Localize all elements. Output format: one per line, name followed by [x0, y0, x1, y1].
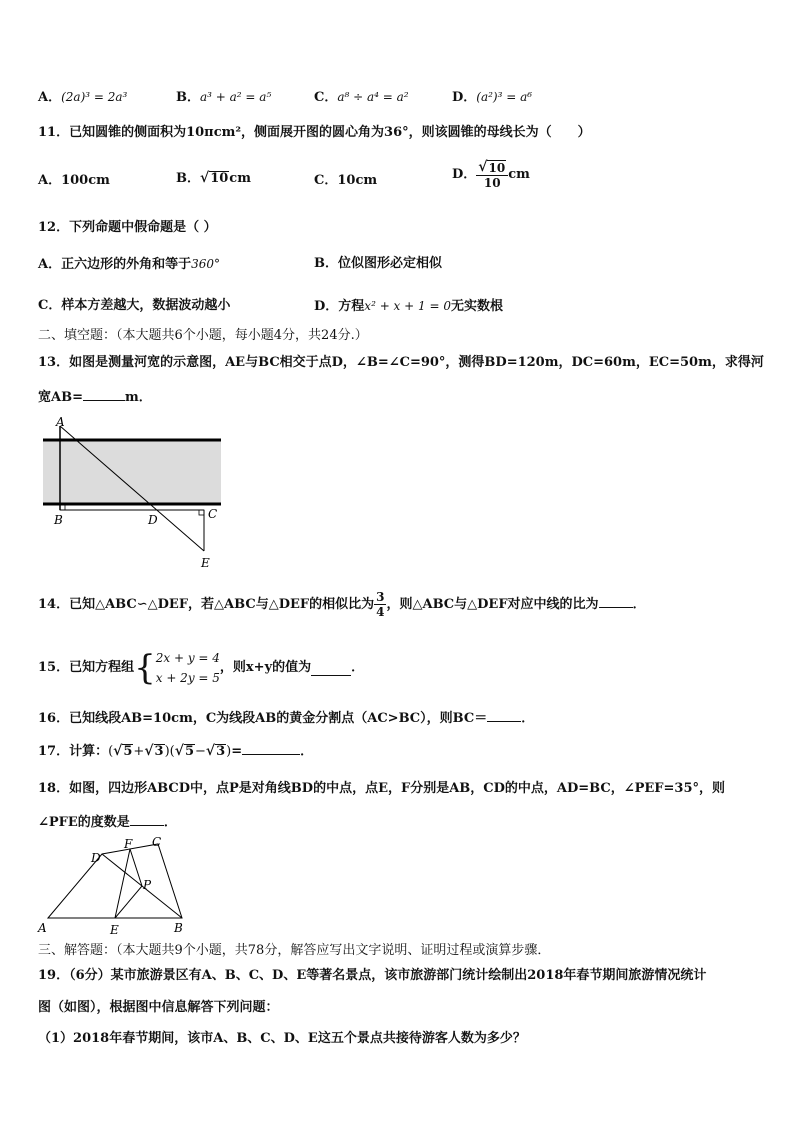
label-p: P: [143, 878, 152, 892]
q15: 15．已知方程组{ 2x + y = 4 x + 2y = 5 ，则x+y的值为 ．: [38, 648, 365, 688]
label-c: C: [152, 836, 162, 849]
q18-line1: 18．如图，四边形ABCD中，点P是对角线BD的中点，点E，F分别是AB，CD的中点，AD=BC，∠PEF=35°，则: [38, 781, 726, 796]
label-d: D: [91, 851, 101, 865]
sqrt-symbol: √ 10: [200, 170, 229, 186]
answer-blank[interactable]: [242, 740, 300, 755]
q10-option-a: A．(2a)³ = 2a³: [38, 90, 128, 105]
q12-option-a: A．正六边形的外角和等于360°: [38, 257, 221, 272]
river-area: [43, 440, 221, 504]
q13-line2: 宽AB= m．: [38, 386, 152, 407]
q16: 16．已知线段AB=10cm，C为线段AB的黄金分割点（AC>BC），则BC＝ ．: [38, 707, 534, 728]
section-2-heading: 二、填空题：（本大题共6个小题，每小题4分，共24分.）: [38, 328, 368, 343]
q10-option-d: D．(a²)³ = a⁶: [452, 90, 533, 105]
brace-symbol: {: [134, 648, 156, 688]
answer-blank[interactable]: [311, 661, 351, 676]
equation-system: 2x + y = 4 x + 2y = 5: [155, 651, 220, 685]
q17: 17．计算：( √ 5 + √ 3 )( √ 5 − √ 3 )= ．: [38, 740, 313, 761]
answer-blank[interactable]: [599, 593, 633, 608]
fraction: √ 10 10: [476, 160, 508, 190]
q13-figure: [38, 414, 228, 574]
answer-blank[interactable]: [83, 386, 125, 401]
q19-sub1: （1）2018年春节期间，该市A、B、C、D、E这五个景点共接待游客人数为多少？: [38, 1031, 526, 1046]
label-e: E: [201, 556, 210, 570]
label-d: D: [148, 513, 158, 527]
q19-line2: 图（如图），根据图中信息解答下列问题：: [38, 1000, 279, 1015]
quadrilateral-abcd: [48, 844, 182, 918]
right-angle-c: [199, 510, 204, 515]
segment-fp: [130, 849, 142, 886]
label-b: B: [174, 921, 183, 935]
q11-option-a: A．100cm: [38, 173, 110, 188]
q18-figure: [36, 836, 196, 938]
label-a: A: [38, 921, 47, 935]
section-3-heading: 三、解答题：（本大题共9个小题，共78分，解答应写出文字说明、证明过程或演算步骤．: [38, 943, 551, 958]
label-b: B: [54, 513, 63, 527]
q13-line1: 13．如图是测量河宽的示意图，AE与BC相交于点D，∠B=∠C=90°，测得BD=120m，DC=60m，EC=50m，求得河: [38, 355, 764, 370]
q12-stem: 12．下列命题中假命题是（ ）: [38, 220, 217, 235]
label-a: A: [56, 415, 65, 429]
label-f: F: [124, 837, 133, 851]
answer-blank[interactable]: [130, 811, 164, 826]
q12-option-b: B．位似图形必定相似: [314, 256, 443, 271]
answer-blank[interactable]: [487, 707, 521, 722]
q12-option-c: C．样本方差越大，数据波动越小: [38, 298, 231, 313]
q10-option-b: B．a³ + a² = a⁵: [176, 90, 272, 105]
q14: 14．已知△ABC∽△DEF，若△ABC与△DEF的相似比为 $\frac{3}{4}$ ，则△ABC与△DEF对应中线的比为 ．: [38, 590, 646, 619]
segment-ep: [115, 886, 142, 918]
q11-option-d: D． √ 10 10 cm: [452, 159, 530, 190]
q11-option-b: B． √ 10 cm: [176, 170, 251, 186]
q11-stem: 11．已知圆锥的侧面积为10πcm²，侧面展开图的圆心角为36°，则该圆锥的母线长为（ ）: [38, 125, 591, 140]
segment-ef: [115, 849, 130, 918]
label-c: C: [208, 507, 218, 521]
q19-line1: 19．（6分）某市旅游景区有A、B、C、D、E等著名景点，该市旅游部门统计绘制出2018年春节期间旅游情况统计: [38, 968, 707, 983]
label-e: E: [110, 923, 119, 937]
q12-option-d: D．方程x² + x + 1 = 0无实数根: [314, 299, 503, 314]
q11-option-c: C．10cm: [314, 173, 378, 188]
q10-option-c: C．a⁸ ÷ a⁴ = a²: [314, 90, 409, 105]
fraction: $\frac{3}{4}$: [376, 590, 385, 619]
q18-line2: ∠PFE的度数是 ．: [38, 811, 177, 832]
